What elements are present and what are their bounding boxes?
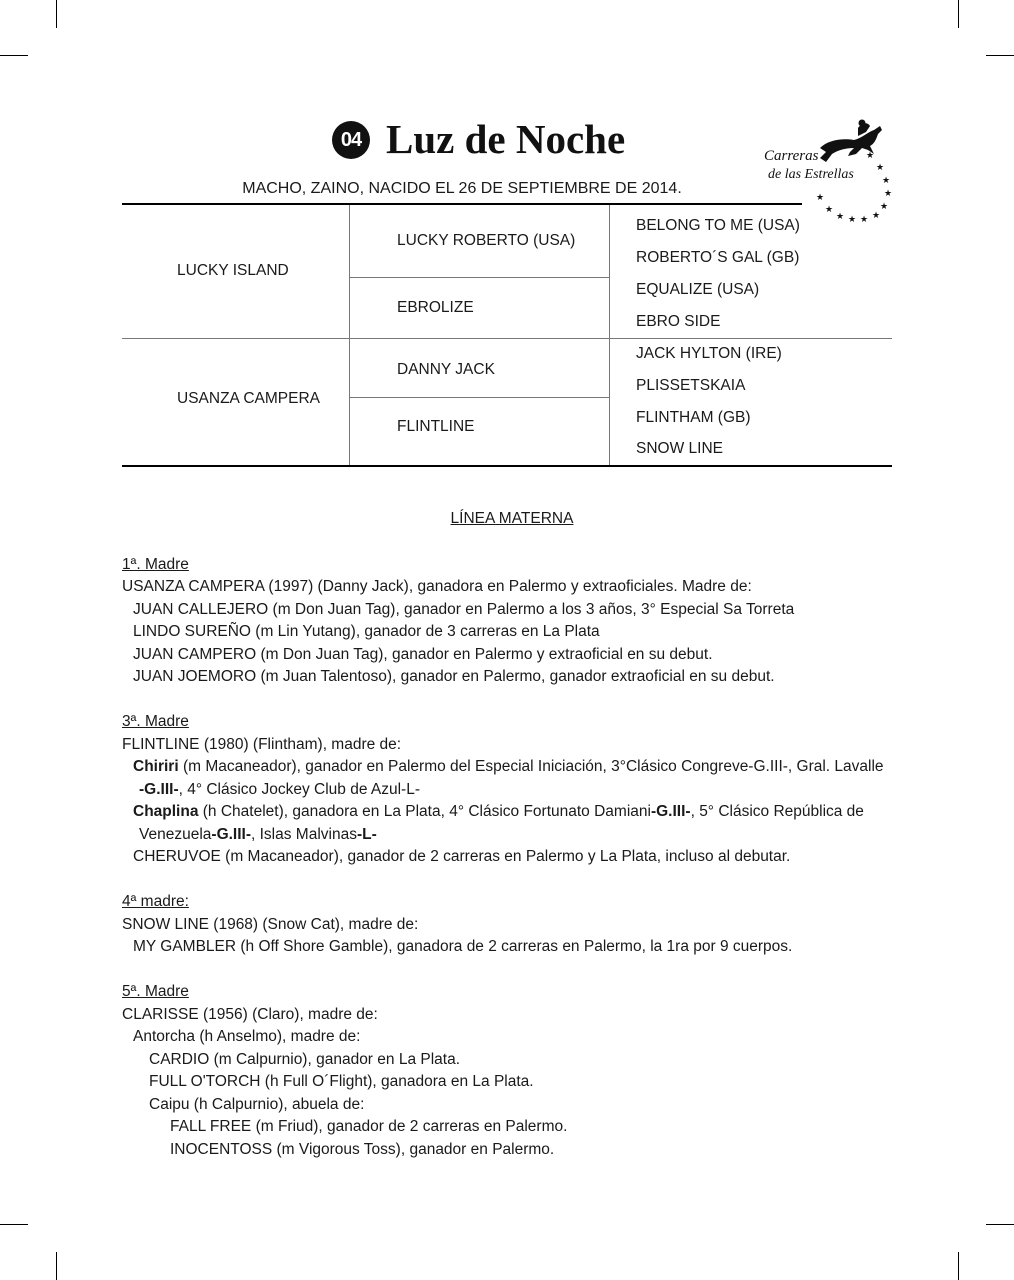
table-col-divider	[349, 205, 350, 465]
dam-1-heading: 1ª. Madre	[122, 555, 189, 573]
pedigree-dam: USANZA CAMPERA	[177, 390, 320, 407]
section-heading: LÍNEA MATERNA	[450, 510, 574, 527]
pedigree-great-grandparent: EBRO SIDE	[636, 313, 721, 330]
crop-mark	[986, 55, 1014, 56]
pedigree-table	[122, 203, 892, 467]
pedigree-great-grandparent: EQUALIZE (USA)	[636, 281, 760, 298]
offspring-name: Chaplina	[133, 803, 199, 820]
pedigree-great-grandparent: SNOW LINE	[636, 440, 723, 457]
crop-mark	[958, 0, 959, 28]
table-bottom-rule	[122, 465, 892, 467]
svg-text:★: ★	[876, 163, 885, 173]
table-row-divider	[349, 277, 609, 278]
pedigree-great-grandparent: JACK HYLTON (IRE)	[636, 345, 782, 362]
crop-mark	[0, 55, 28, 56]
dam-3-heading: 3ª. Madre	[122, 713, 189, 730]
offspring-chaplina: Chaplina (h Chatelet), ganadora en La Plata, 4° Clásico Fortunato Damiani-G.III-, 5° Clásico República de	[133, 803, 864, 820]
svg-text:★: ★	[816, 193, 825, 203]
table-row-divider	[349, 397, 609, 398]
offspring-line: INOCENTOSS (m Vigorous Toss), ganador en Palermo.	[170, 1140, 555, 1158]
crop-mark	[56, 1252, 57, 1280]
crop-mark	[56, 0, 57, 28]
crop-mark	[958, 1252, 959, 1280]
offspring-line: JUAN CALLEJERO (m Don Juan Tag), ganador en Palermo a los 3 años, 3° Especial Sa Torreta	[133, 600, 795, 618]
logo-line-2: de las Estrellas	[768, 167, 854, 182]
horse-description: MACHO, ZAINO, NACIDO EL 26 DE SEPTIEMBRE DE 2014.	[242, 180, 682, 197]
svg-text:★: ★	[880, 202, 889, 212]
offspring-line: FULL O'TORCH (h Full O´Flight), ganadora en La Plata.	[149, 1073, 534, 1090]
dam-4-heading: 4ª madre:	[122, 893, 189, 910]
title-row	[332, 112, 625, 166]
crop-mark	[0, 1224, 28, 1225]
svg-text:★: ★	[882, 176, 891, 186]
dam-5-heading: 5ª. Madre	[122, 983, 189, 1000]
offspring-chaplina-cont: Venezuela-G.III-, Islas Malvinas-L-	[139, 825, 377, 843]
svg-text:★: ★	[825, 205, 834, 215]
table-mid-rule	[122, 338, 892, 339]
pedigree-grandparent: FLINTLINE	[397, 418, 475, 435]
offspring-line: JUAN CAMPERO (m Don Juan Tag), ganador en Palermo y extraoficial en su debut.	[133, 645, 713, 663]
svg-text:★: ★	[872, 211, 881, 221]
horse-name: Luz de Noche	[386, 116, 626, 162]
svg-text:★: ★	[860, 215, 869, 225]
pedigree-great-grandparent: PLISSETSKAIA	[636, 377, 746, 394]
offspring-line: JUAN JOEMORO (m Juan Talentoso), ganador en Palermo, ganador extraoficial en su debut.	[133, 668, 775, 685]
dam-4-intro: SNOW LINE (1968) (Snow Cat), madre de:	[122, 915, 419, 933]
pedigree-grandparent: EBROLIZE	[397, 299, 474, 316]
maternal-line-section	[122, 508, 902, 1161]
entry-number-badge: 04	[332, 121, 370, 159]
svg-text:★: ★	[884, 189, 893, 199]
pedigree-great-grandparent: ROBERTO´S GAL (GB)	[636, 249, 800, 266]
dam-3-intro: FLINTLINE (1980) (Flintham), madre de:	[122, 735, 402, 753]
pedigree-sire: LUCKY ISLAND	[177, 262, 289, 279]
dam-5-intro: CLARISSE (1956) (Claro), madre de:	[122, 1005, 378, 1023]
logo-line-1: Carreras	[764, 148, 819, 164]
offspring-name: Chiriri	[133, 758, 179, 775]
offspring-line: Antorcha (h Anselmo), madre de:	[133, 1028, 361, 1045]
offspring-line: CHERUVOE (m Macaneador), ganador de 2 carreras en Palermo y La Plata, incluso al debutar.	[133, 848, 791, 865]
svg-text:★: ★	[848, 215, 857, 225]
pedigree-grandparent: DANNY JACK	[397, 361, 495, 378]
pedigree-grandparent: LUCKY ROBERTO (USA)	[397, 232, 576, 249]
dam-1-intro: USANZA CAMPERA (1997) (Danny Jack), ganadora en Palermo y extraoficiales. Madre de:	[122, 578, 752, 595]
crop-mark	[986, 1224, 1014, 1225]
offspring-line: CARDIO (m Calpurnio), ganador en La Plata.	[149, 1050, 461, 1068]
offspring-chiriri: Chiriri (m Macaneador), ganador en Palermo del Especial Iniciación, 3°Clásico Congreve-G.III-, Gral. Lavalle	[133, 758, 884, 775]
pedigree-great-grandparent: BELONG TO ME (USA)	[636, 217, 800, 234]
offspring-chiriri-cont: -G.III-, 4° Clásico Jockey Club de Azul-L-	[139, 780, 420, 798]
offspring-line: Caipu (h Calpurnio), abuela de:	[149, 1095, 365, 1113]
pedigree-great-grandparent: FLINTHAM (GB)	[636, 409, 751, 426]
offspring-line: FALL FREE (m Friud), ganador de 2 carreras en Palermo.	[170, 1118, 568, 1135]
offspring-line: MY GAMBLER (h Off Shore Gamble), ganadora de 2 carreras en Palermo, la 1ra por 9 cuerpos.	[133, 938, 793, 955]
table-top-rule	[122, 203, 802, 205]
svg-text:★: ★	[866, 151, 875, 161]
offspring-line: LINDO SUREÑO (m Lin Yutang), ganador de 3 carreras en La Plata	[133, 623, 600, 640]
svg-text:★: ★	[836, 212, 845, 222]
table-col-divider	[609, 205, 610, 465]
